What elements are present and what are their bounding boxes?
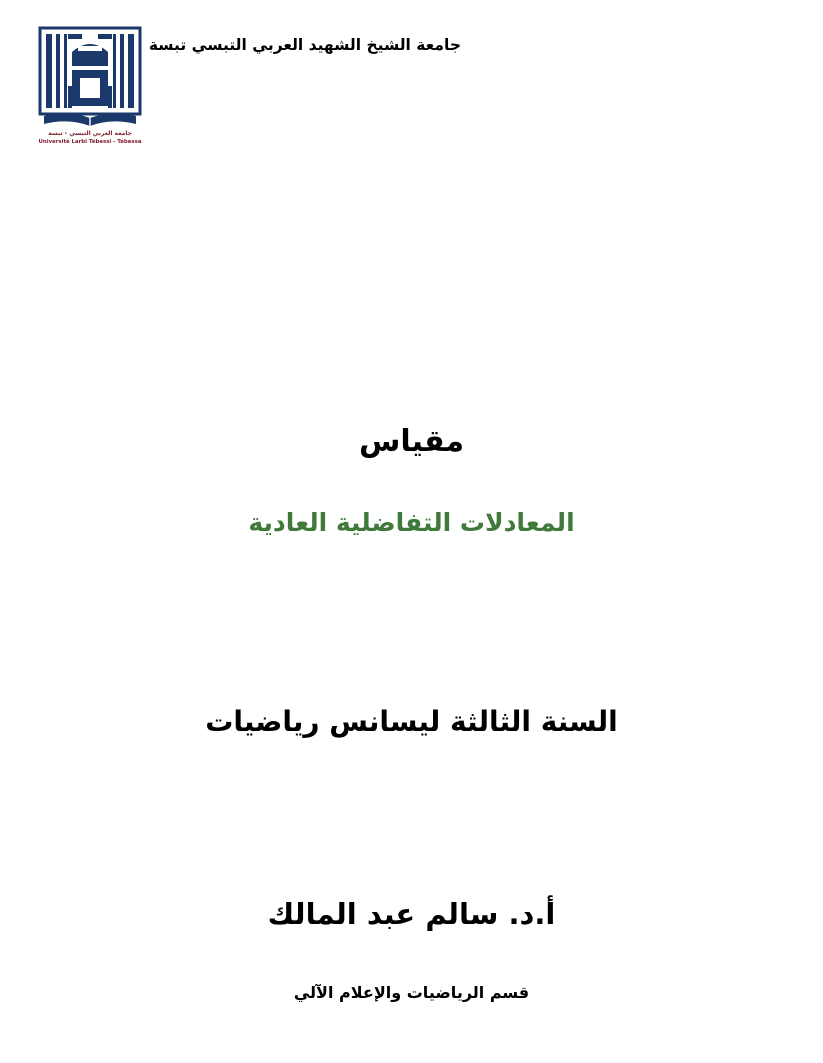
logo-caption-french: Université Larbi Tébessi - Tébessa	[38, 139, 142, 145]
module-word: مقياس	[358, 424, 465, 459]
logo-caption	[38, 130, 142, 146]
university-logo	[38, 26, 142, 154]
module-title: المعادلات التفاضلية العادية	[248, 508, 575, 537]
logo-caption-arabic: جامعة العربي التبسي - تبسة	[48, 130, 132, 137]
academic-level: السنة الثالثة ليسانس رياضيات	[205, 705, 618, 738]
university-name: جامعة الشيخ الشهيد العربي التبسي تبسة	[148, 36, 461, 54]
author-name: أ.د. سالم عبد المالك	[267, 897, 556, 931]
department-name: قسم الرياضيات والإعلام الآلي	[293, 983, 530, 1002]
university-emblem-icon	[38, 26, 142, 130]
page-header	[0, 0, 823, 170]
